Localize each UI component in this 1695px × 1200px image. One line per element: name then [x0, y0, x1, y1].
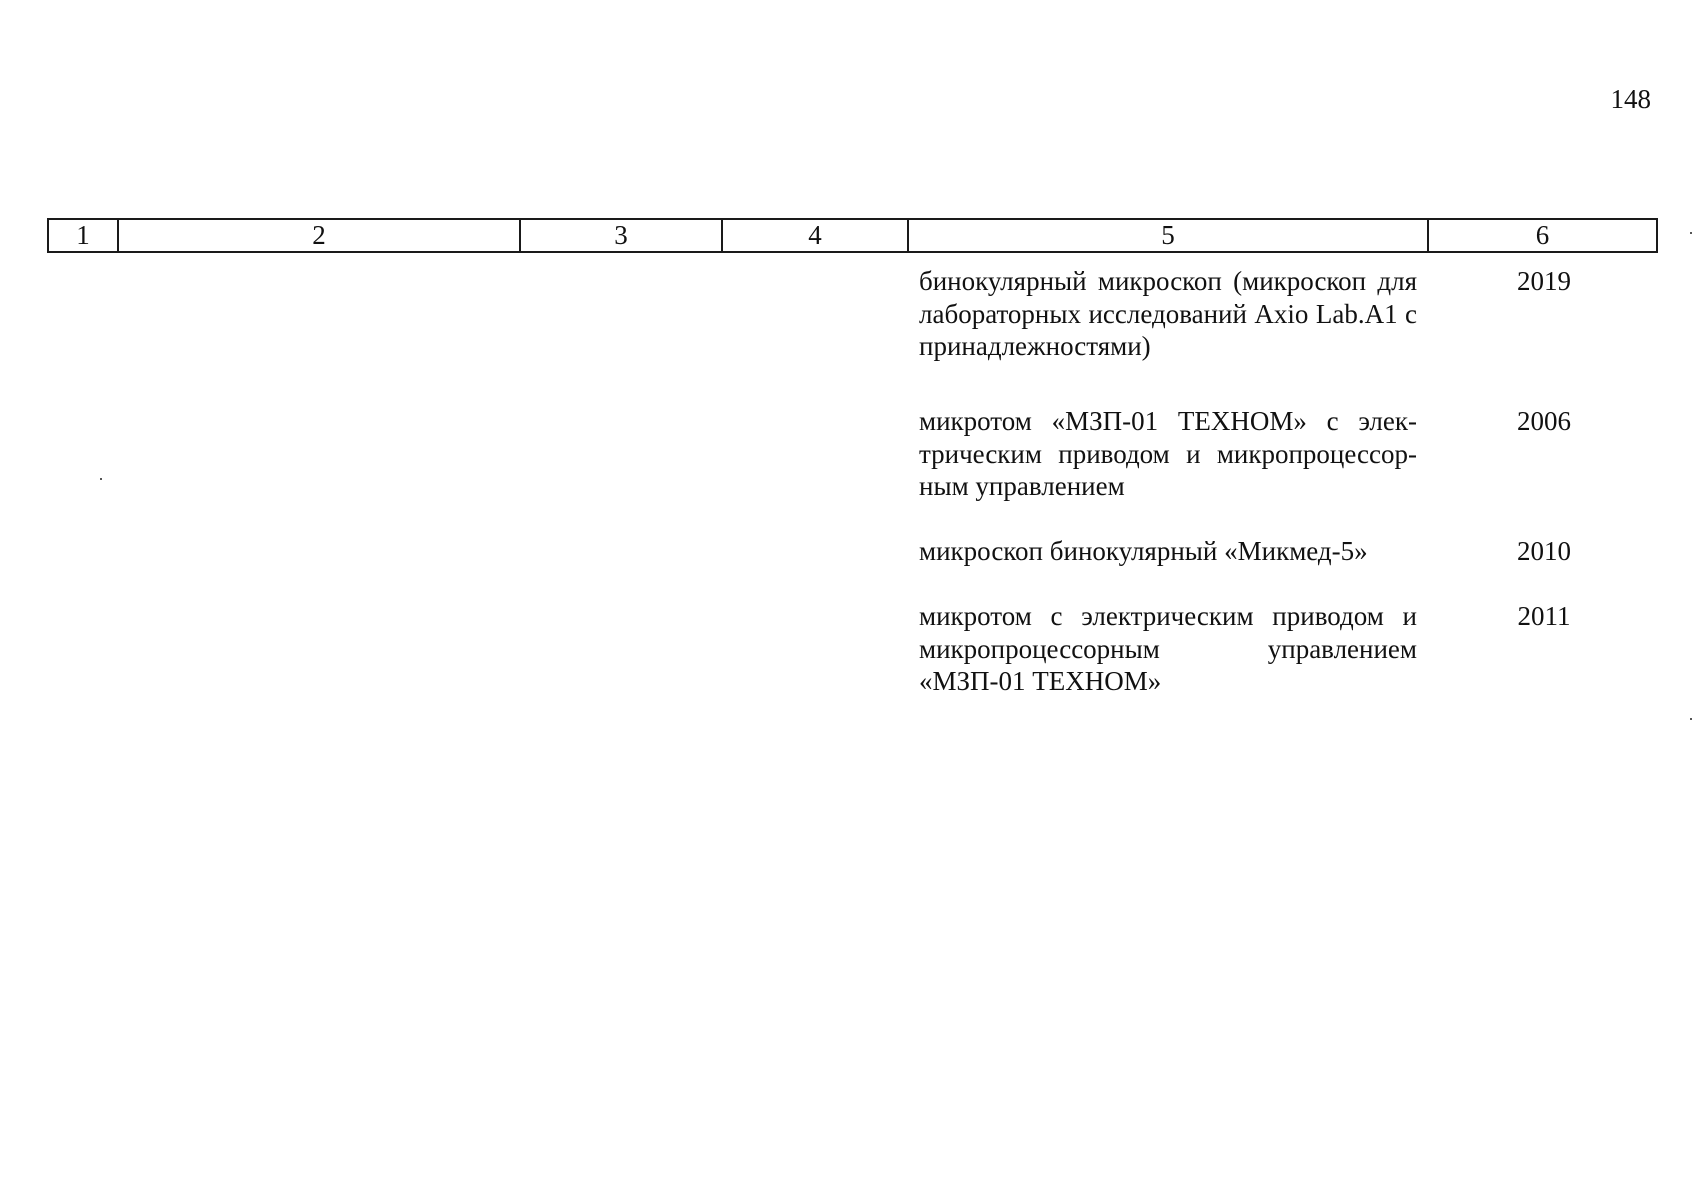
scan-speck: [1690, 232, 1692, 234]
equipment-description: бинокулярный микроскоп (микроскоп для лабораторных исследований Axio Lab.A1 с принадлежностями): [919, 266, 1417, 361]
equipment-year: 2006: [1517, 406, 1571, 436]
equipment-year: 2011: [1517, 601, 1571, 631]
header-row: [48, 219, 1657, 252]
column-number-header: [47, 218, 1658, 253]
equipment-description: микротом с электрическим приводом и микропроцессорным управлением «МЗП-01 ТЕХНОМ»: [919, 601, 1417, 696]
scan-speck: [100, 478, 102, 480]
equipment-year: 2019: [1517, 266, 1571, 296]
page-number: 148: [1610, 84, 1651, 114]
column-3-header: 3: [520, 219, 722, 252]
equipment-description: микроскоп бинокулярный «Микмед-5»: [919, 536, 1368, 566]
column-4-header: 4: [722, 219, 908, 252]
column-2-header: 2: [118, 219, 520, 252]
column-5-header: 5: [908, 219, 1428, 252]
equipment-description: микротом «МЗП-01 ТЕХНОМ» с элек-трическим приводом и микропроцессор-ным управлением: [919, 406, 1417, 501]
equipment-year: 2010: [1517, 536, 1571, 566]
column-6-header: 6: [1428, 219, 1657, 252]
scan-speck: [1690, 718, 1692, 720]
column-1-header: 1: [48, 219, 118, 252]
